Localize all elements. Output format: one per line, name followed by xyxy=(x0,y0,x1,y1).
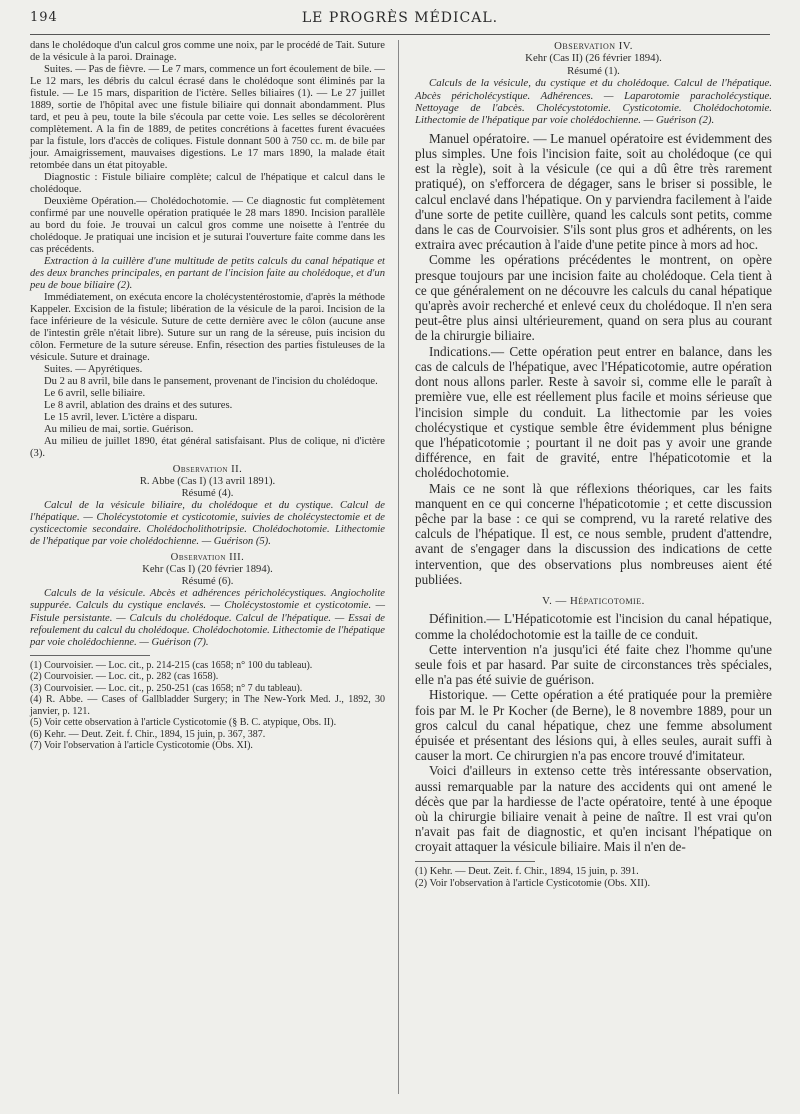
paragraph: Voici d'ailleurs in extenso cette très intéressante observation, aussi remarquable par la nature des accidents qui ont amené le décès que par la hardiesse de l'acte opératoire, tenté à une époque où la chirurgie biliaire venait à peine de naître. Il est vrai qu'on n'avait pas fait de diagnostic, et qu'en incisant l'hépatique on croyait attaquer la vésicule biliaire. Mais il n'en de- xyxy=(415,763,772,855)
observation-author: Kehr (Cas II) (26 février 1894). xyxy=(525,52,662,65)
observation-author: R. Abbe (Cas I) (13 avril 1891). xyxy=(139,476,276,487)
paragraph: Du 2 au 8 avril, bile dans le pansement, provenant de l'incision du cholédoque. xyxy=(44,376,378,387)
footnote: (1) Courvoisier. — Loc. cit., p. 214-215 (cas 1658; n° 100 du tableau). xyxy=(30,659,313,671)
page-number: 194 xyxy=(30,10,58,25)
journal-title: LE PROGRÈS MÉDICAL. xyxy=(301,10,499,26)
paragraph: Suites. — Apyrétiques. xyxy=(44,364,143,375)
footnote-rule xyxy=(30,655,150,656)
paragraph: Le 15 avril, lever. L'ictère a disparu. xyxy=(44,412,198,423)
right-column xyxy=(415,40,772,890)
column-divider xyxy=(398,40,399,1094)
paragraph: Extraction à la cuillère d'une multitude de petits calculs du canal hépatique et des deux branches principales, en partant de l'incision faite au cholédoque, et d'un peu de boue biliaire (2). xyxy=(30,256,385,291)
page-header xyxy=(30,10,770,28)
history-paragraph: Historique. — Cette opération a été pratiquée pour la première fois par M. le Pr Kocher (de Berne), le 8 novembre 1889, pour un gros calcul du canal hépatique, chez une femme absolument épuisée et présentant des lésions qui, à elles seules, aurait suffi à causer la mort. Ce chirurgien n'a pas encore trouvé d'imitateur. xyxy=(415,687,772,764)
observation-resume: Résumé (6). xyxy=(181,576,234,588)
footnote: (2) Voir l'observation à l'article Cysticotomie (Obs. XII). xyxy=(415,877,651,889)
observation-title: Observation IV. xyxy=(554,40,633,52)
footnote: (3) Courvoisier. — Loc. cit., p. 250-251 (cas 1658; n° 7 du tableau). xyxy=(30,682,303,694)
section-heading: V. — Hépaticotomie. xyxy=(542,594,645,607)
footnote: (1) Kehr. — Deut. Zeit. f. Chir., 1894, 15 juin, p. 391. xyxy=(415,865,639,877)
footnote: (4) R. Abbe. — Cases of Gallbladder Surgery; in The New-York Med. J., 1892, 30 janvier, p. 121. xyxy=(30,694,385,717)
paragraph: Cette intervention n'a jusqu'ici été faite chez l'homme qu'une seule fois et par hasard. Par suite de circonstances très spéciales, elle n'a pas été suivie de guérison. xyxy=(415,641,772,688)
observation-summary: Calcul de la vésicule biliaire, du cholédoque et du cystique. Calcul de l'hépatique. — Cholécystotomie et cysticotomie, suivies de cholécystectomie et de cysticectomie secondaire. Cholédocholithotripsie. Cholédochotomie. Lithectomie de l'hépatique par voie cholédochienne. — Guérison (5). xyxy=(30,500,385,548)
paragraph: Le 6 avril, selle biliaire. xyxy=(44,388,146,399)
observation-title: Observation II. xyxy=(172,464,243,475)
definition-paragraph: Définition.— L'Hépaticotomie est l'incision du canal hépatique, comme la cholédochotomie est la taille de ce conduit. xyxy=(415,611,772,642)
paragraph: Au milieu de juillet 1890, état général satisfaisant. Plus de colique, ni d'ictère (3). xyxy=(30,436,385,459)
manual-paragraph: Manuel opératoire. — Le manuel opératoire est évidemment des plus simples. Une fois l'incision faite, soit au cholédoque (ce qui est la règle), soit à la vésicule (ce qui a dû être très rarement pratiqué), on s'efforcera de dégager, sans le briser si possible, le calcul enclavé dans l'hépatique. On y parviendra facilement à l'aide d'une sorte de petite cuillère, quand les calculs sont petits, comme dans le cas de Courvoisier. S'ils sont plus gros et adhérents, on les extraira avec précaution à l'aide d'une petite pince à mors ad hoc. xyxy=(415,130,772,253)
footnote-rule xyxy=(415,861,535,862)
diagnostic-paragraph: Diagnostic : Fistule biliaire complète; calcul de l'hépatique et calcul dans le cholédoque. xyxy=(30,172,385,195)
footnote: (2) Courvoisier. — Loc. cit., p. 282 (cas 1658). xyxy=(30,671,219,683)
paragraph: Au milieu de mai, sortie. Guérison. xyxy=(44,424,194,435)
paragraph: Comme les opérations précédentes le montrent, on opère presque toujours par une incision faite au cholédoque. Cela tient à ce que généralement on ne découvre les calculs du canal hépatique qu'après avoir recherché et enlevé ceux du cholédoque. Il n'en sera peut-être plus ainsi ultérieurement, quand on sera plus au courant de la chirurgie biliaire. xyxy=(415,252,772,344)
observation-summary: Calculs de la vésicule, du cystique et du cholédoque. Calcul de l'hépatique. Abcès péricholécystique. Adhérences. — Laparotomie paracholécystique. Nettoyage de l'abcès. Cholécystotomie. Cysticotomie. Cholédochotomie. Lithectomie de l'hépatique par voie cholédochienne. — Guérison (2). xyxy=(415,77,772,127)
indications-paragraph: Indications.— Cette opération peut entrer en balance, dans les cas de calculs de l'hépatique, avec l'Hépaticotomie, autre opération dont nous allons parler. Reste à savoir si, comme elle le paraît à première vue, elle est réellement plus facile et moins sérieuse que l'incision simple du conduit. La lithectomie par les voies cholécystique et cystique semble être évidemment plus bénigne que l'hépaticotomie ; pourtant il ne doit pas y avoir une grande différence, en fait de gravité, entre l'hépaticotomie et la cholédochotomie. xyxy=(415,343,772,481)
second-operation-paragraph: Deuxième Opération.— Cholédochotomie. — Ce diagnostic fut complètement confirmé par une nouvelle opération pratiquée le 28 mars 1890. Incision parallèle au bord du foie. Je trouvai un calcul gros comme une noisette à l'entrée du cholédoque. Je pratiquai une incision et je suturai l'ouverture faite comme dans les cas précédents. xyxy=(30,196,385,255)
header-rule xyxy=(30,34,770,35)
footnote: (5) Voir cette observation à l'article Cysticotomie (§ B. C. atypique, Obs. II). xyxy=(30,717,337,729)
footnotes xyxy=(415,866,772,890)
footnote: (6) Kehr. — Deut. Zeit. f. Chir., 1894, 15 juin, p. 367, 387. xyxy=(30,728,266,740)
paragraph: Immédiatement, on exécuta encore la cholécystentérostomie, d'après la méthode Kappeler. Excision de la fistule; libération de la vésicule de la paroi. Incision de la face inférieure de la vésicule. Suture de cette dernière avec le côlon (aucune anse de l'intestin grêle n'était libre). Suture sur un rang de la séreuse, puis incision du côlon. Fermeture de la suture séreuse. Enfin, résection des parties fistuleuses de la vésicule. Suture et drainage. xyxy=(30,292,385,363)
paragraph: Suites. — Pas de fièvre. — Le 7 mars, commence un fort écoulement de bile. — Le 12 mars, les débris du calcul écrasé dans le cholédoque sont éliminés par la fistule. — Le 15 mars, disparition de l'ictère. Selles biliaires (1). — Le 27 juillet 1889, sortie de l'hôpital avec une fistule biliaire qui donnait abondamment. Plus tard, et peu à peu, toute la bile s'écoula par cette voie. Les selles se décolorèrent complètement. A la fin de 1889, de petites concrétions à facettes furent évacuées par la fistule, lors d'accès de coliques. Fistule donnant 500 à 750 cc. m. de bile par jour. Amaigrissement, mauvaises digestions. Le 17 mars 1890, la malade était retombée dans un état pitoyable. xyxy=(30,64,385,171)
observation-summary: Calculs de la vésicule. Abcès et adhérences péricholécystiques. Angiocholite suppurée. Calculs du cystique enclavés. — Cholécystostomie et cysticotomie. — Fistule persistante. — Calculs du cholédoque. Calcul de l'hépatique. — Essai de refoulement du calcul du cholédoque. Cholédochotomie. Lithectomie de l'hépatique par voie cholédochienne. — Guérison (7). xyxy=(30,588,385,648)
paragraph: Le 8 avril, ablation des drains et des sutures. xyxy=(44,400,233,411)
footnotes xyxy=(30,660,385,752)
left-column xyxy=(30,40,385,752)
observation-resume: Résumé (4). xyxy=(181,488,234,499)
footnote: (7) Voir l'observation à l'article Cysticotomie (Obs. XI). xyxy=(30,740,253,752)
observation-resume: Résumé (1). xyxy=(567,64,620,77)
observation-author: Kehr (Cas I) (20 février 1894). xyxy=(142,564,273,576)
paragraph: dans le cholédoque d'un calcul gros comme une noix, par le procédé de Tait. Suture de la vésicule à la paroi. Drainage. xyxy=(30,40,385,63)
paragraph: Mais ce ne sont là que réflexions théoriques, car les faits manquent en ce qui concerne l'hépaticotomie ; et cette discussion pêche par la base : ce qui se comprend, vu la rareté relative des calculs de l'hépatique. Il est, ce nous semble, prudent d'attendre, avant de s'engager dans la discussion des indications de cette intervention, que des observations plus nombreuses aient été publiées. xyxy=(415,480,772,587)
observation-title: Observation III. xyxy=(170,552,245,564)
